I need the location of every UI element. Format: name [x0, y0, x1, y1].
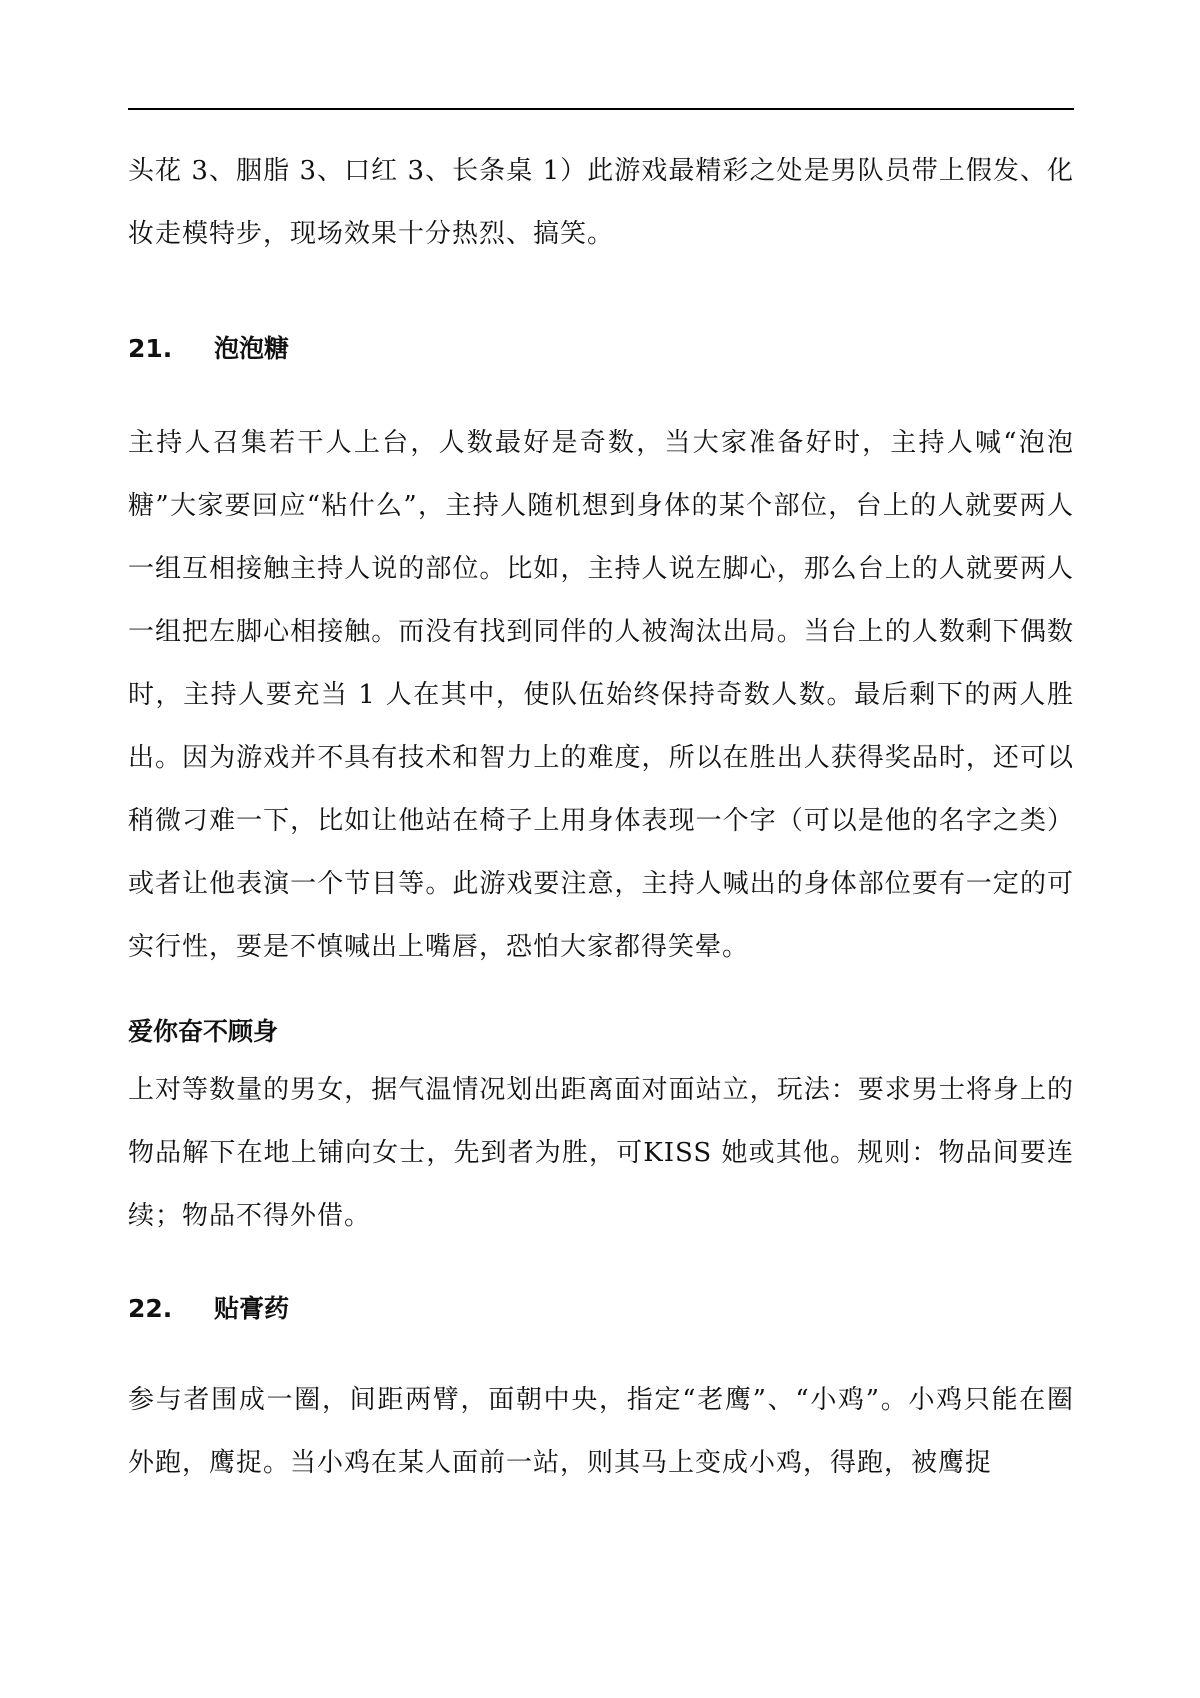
- subsection-body: 上对等数量的男女，据气温情况划出距离面对面站立，玩法：要求男士将身上的物品解下在地上铺向女士，先到者为胜，可KISS 她或其他。规则：物品间要连续；物品不得外借。: [128, 1075, 1074, 1231]
- header-rule: [128, 108, 1074, 110]
- section-21-title: 泡泡糖: [214, 334, 290, 363]
- section-22-number: 22.: [128, 1294, 173, 1323]
- section-21-body: 主持人召集若干人上台，人数最好是奇数，当大家准备好时，主持人喊“泡泡糖”大家要回应“粘什么”，主持人随机想到身体的某个部位，台上的人就要两人一组互相接触主持人说的部位。比如，主持人说左脚心，那么台上的人就要两人一组把左脚心相接触。而没有找到同伴的人被淘汰出局。当台上的人数剩下偶数时，主持人要充当 1 人在其中，使队伍始终保持奇数人数。最后剩下的两人胜出。因为游戏并不具有技术和智力上的难度，所以在胜出人获得奖品时，还可以稍微刁难一下，比如让他站在椅子上用身体表现一个字（可以是他的名字之类）或者让他表演一个节目等。此游戏要注意，主持人喊出的身体部位要有一定的可实行性，要是不慎喊出上嘴唇，恐怕大家都得笑晕。: [128, 428, 1074, 962]
- section-22-title: 贴膏药: [214, 1294, 290, 1323]
- section-22-body: 参与者围成一圈，间距两臂，面朝中央，指定“老鹰”、“小鸡”。小鸡只能在圈外跑，鹰捉。当小鸡在某人面前一站，则其马上变成小鸡，得跑，被鹰捉: [128, 1385, 1074, 1478]
- subsection-heading: 爱你奋不顾身: [128, 1017, 279, 1046]
- section-21-heading: [128, 329, 1074, 369]
- section-22-heading: [128, 1289, 1074, 1329]
- paragraph-top: 头花 3、胭脂 3、口红 3、长条桌 1）此游戏最精彩之处是男队员带上假发、化妆走模特步，现场效果十分热烈、搞笑。: [128, 156, 1074, 249]
- section-21-number: 21.: [128, 334, 173, 363]
